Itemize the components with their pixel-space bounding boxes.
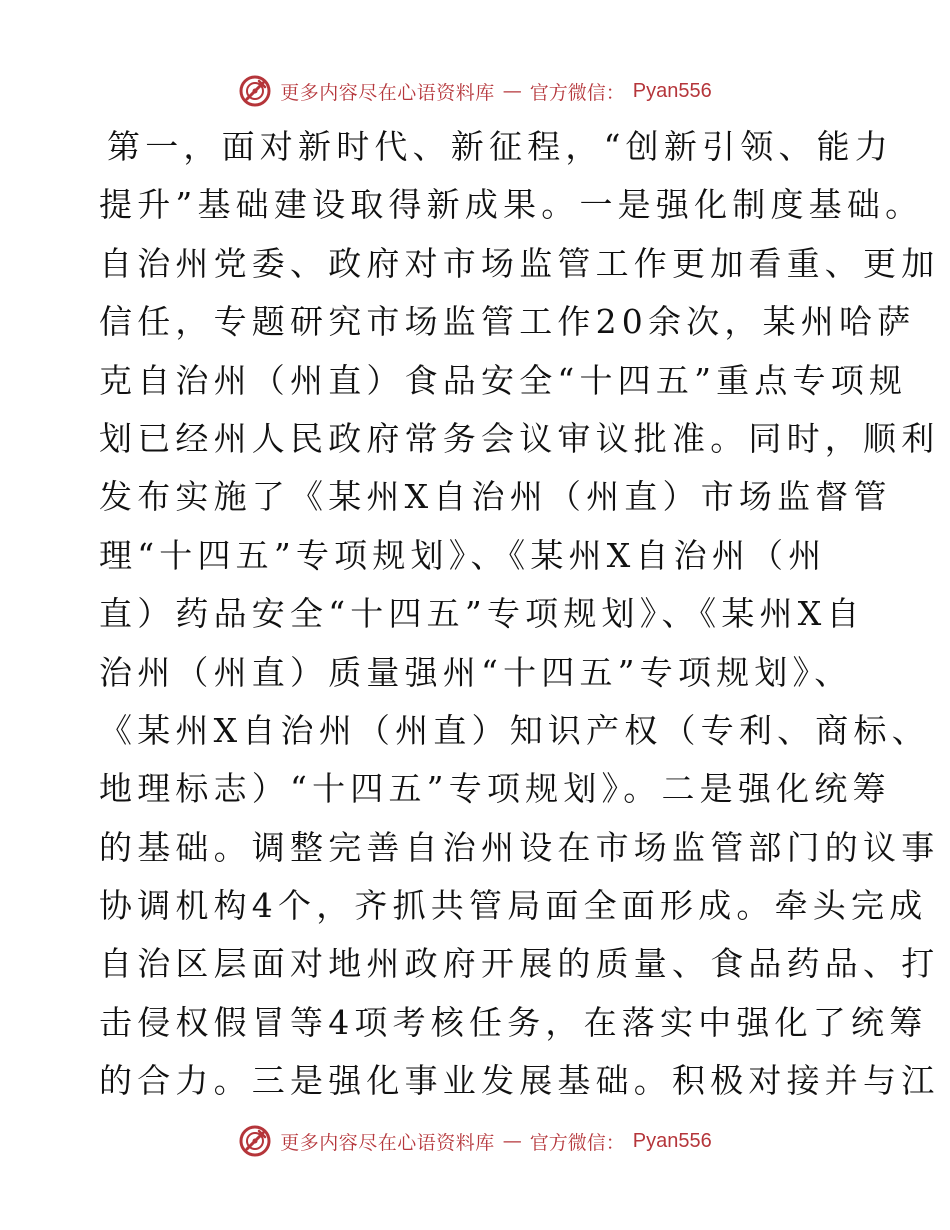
body-line: 协调机构4个，齐抓共管局面全面形成。牵头完成 [99, 886, 928, 926]
watermark-text: 更多内容尽在心语资料库 [280, 1131, 495, 1154]
header-watermark [0, 74, 950, 108]
document-body [99, 118, 940, 1111]
watermark-text: 更多内容尽在心语资料库 [280, 81, 495, 104]
body-line: 地理标志）“十四五”专项规划》。二是强化统筹 [99, 769, 891, 809]
body-line: 信任，专题研究市场监管工作20余次，某州哈萨 [99, 302, 916, 342]
seal-logo-icon [238, 1124, 272, 1158]
body-line: 第一，面对新时代、新征程，“创新引领、能力 [107, 127, 894, 166]
body-line: 提升”基础建设取得新成果。一是强化制度基础。 [99, 185, 924, 225]
body-line: 《某州X自治州（州直）知识产权（专利、商标、 [99, 710, 930, 750]
body-line: 自治区层面对地州政府开展的质量、食品药品、打 [99, 944, 940, 984]
body-line: 克自治州（州直）食品安全“十四五”重点专项规 [99, 360, 908, 400]
body-line: 直）药品安全“十四五”专项规划》、《某州X自 [99, 594, 865, 634]
body-line: 划已经州人民政府常务会议审议批准。同时，顺利 [99, 418, 940, 458]
body-line: 理“十四五”专项规划》、《某州X自治州（州 [99, 535, 827, 575]
body-line: 击侵权假冒等4项考核任务，在落实中强化了统筹 [99, 1002, 928, 1042]
watermark-dash: — [502, 1130, 522, 1152]
seal-logo-icon [238, 74, 272, 108]
watermark-wechat-id: Pyan556 [632, 79, 712, 102]
body-line: 的基础。调整完善自治州设在市场监管部门的议事 [99, 827, 940, 867]
watermark-wechat-id: Pyan556 [632, 1129, 712, 1152]
body-line: 发布实施了《某州X自治州（州直）市场监督管 [99, 477, 892, 517]
watermark-label: 官方微信： [529, 1131, 625, 1154]
body-line: 的合力。三是强化事业发展基础。积极对接并与江 [99, 1061, 940, 1101]
body-line: 治州（州直）质量强州“十四五”专项规划》、 [99, 652, 853, 692]
body-line: 自治州党委、政府对市场监管工作更加看重、更加 [99, 243, 940, 283]
watermark-dash: — [502, 80, 522, 102]
footer-watermark [0, 1124, 950, 1158]
watermark-label: 官方微信： [529, 81, 625, 104]
